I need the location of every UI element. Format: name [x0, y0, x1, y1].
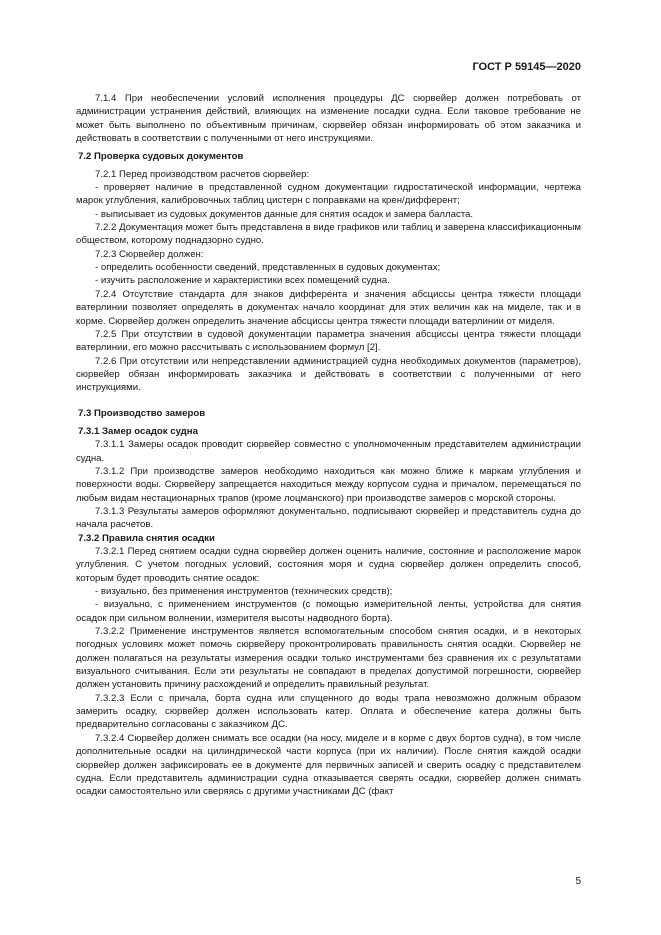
section-heading: 7.3 Производство замеров: [78, 407, 206, 419]
subsection-heading: 7.3.2 Правила снятия осадки: [78, 532, 215, 544]
paragraph: 7.2.2 Документация может быть представлена в виде графиков или таблиц и заверена классификационным обществом, которому поднадзорно судно.: [76, 222, 581, 247]
paragraph: 7.3.1.3 Результаты замеров оформляют документально, подписывают сюрвейер и представитель судна до начала расчетов.: [76, 505, 581, 531]
paragraph: 7.3.1.2 При производстве замеров необходимо находиться как можно ближе к маркам углубления и поверхности воды. Сюрвейеру запрещается находиться между корпусом судна и причалом, перемещаться по любым видам нестационарных трапов (кроме лоцманского) при производстве замеров с морской стороны.: [76, 465, 581, 504]
paragraph: 7.2.5 При отсутствии в судовой документации параметра значения абсциссы центра тяжести площади ватерлинии, его можно рассчитывать с использованием формул [2].: [76, 328, 581, 354]
paragraph: 7.3.1.1 Замеры осадок проводит сюрвейер совместно с уполномоченным представителем администрации судна.: [76, 439, 581, 464]
paragraph: 7.2.3 Сюрвейер должен:: [95, 248, 204, 260]
paragraph: 7.3.2.4 Сюрвейер должен снимать все осадки (на носу, миделе и в корме с двух бортов судна), в том числе дополнительные осадки на цилиндрической части корпуса (при их наличии). После снятия каждой осадки сюрвейер должен зафиксировать ее в документе для первичных записей и сверить осадку с представителем судна. Если представитель администрации судна отказывается сверять осадки, сюрвейер должен снимать осадки самостоятельно или сверяясь с другими участниками ДС (факт: [76, 732, 581, 798]
paragraph: 7.3.2.2 Применение инструментов является вспомогательным способом снятия осадки, и в некоторых погодных условиях может помочь сюрвейеру проконтролировать правильность снятия осадки. Сюрвейер не должен полагаться на результаты измерения осадки только инструментами без сравнения их с результатами визуального считывания. Если эти результаты не совпадают в пределах допустимой погрешности, сюрвейер должен установить причину расхождений и определить правильный результат.: [76, 626, 581, 691]
paragraph: - проверяет наличие в представленной судном документации гидростатической информации, чертежа марок углубления, калибровочных таблиц цистерн с поправками на крен/дифферент;: [76, 182, 581, 207]
section-heading: 7.2 Проверка судовых документов: [78, 151, 244, 163]
paragraph: - выписывает из судовых документов данные для снятия осадок и замера балласта.: [95, 208, 474, 220]
paragraph: - определить особенности сведений, представленных в судовых документах;: [95, 262, 441, 274]
paragraph: 7.3.2.3 Если с причала, борта судна или спущенного до воды трапа невозможно должным образом замерить осадку, сюрвейер должен использовать катер. Оплата и обеспечение катера должны быть предварительно согласованы с заказчиком ДС.: [76, 692, 581, 731]
subsection-heading: 7.3.1 Замер осадок судна: [78, 425, 198, 437]
paragraph: - изучить расположение и характеристики всех помещений судна.: [95, 275, 390, 287]
paragraph: 7.2.6 При отсутствии или непредставлении администрацией судна необходимых документов (параметров), сюрвейер обязан информировать заказчика и действовать в соответствии с полученными от него инструкциями.: [76, 355, 581, 394]
paragraph: - визуально, без применения инструментов (технических средств);: [95, 586, 393, 598]
standard-header: ГОСТ Р 59145—2020: [472, 61, 581, 73]
document-body: [76, 92, 581, 799]
paragraph: - визуально, с применением инструментов (с помощью измерительной ленты, устройства для снятия осадок при сильном волнении, измерителя высоты надводного борта).: [76, 599, 581, 624]
page-number: 5: [575, 876, 581, 887]
paragraph: 7.2.4 Отсутствие стандарта для знаков дифферента и значения абсциссы центра тяжести площади ватерлинии позволяет определять в документах начало координат для этих величин как на миделе, так и в корме. Сюрвейер должен определить значение абсциссы центра тяжести площади ватерлинии от миделя.: [76, 288, 581, 327]
paragraph: 7.2.1 Перед производством расчетов сюрвейер:: [95, 168, 310, 180]
paragraph: 7.1.4 При необеспечении условий исполнения процедуры ДС сюрвейер должен потребовать от администрации устранения действий, влияющих на изменение посадки судна. Если таковое требование не может быть выполнено по объективным причинам, сюрвейер обязан информировать об этом заказчика и действовать в соответствии с полученными от него инструкциями.: [76, 93, 581, 145]
paragraph: 7.3.2.1 Перед снятием осадки судна сюрвейер должен оценить наличие, состояние и расположение марок углубления. С учетом погодных условий, состояния моря и судна сюрвейер должен определить способ, которым будет проводить снятие осадок:: [76, 546, 581, 584]
